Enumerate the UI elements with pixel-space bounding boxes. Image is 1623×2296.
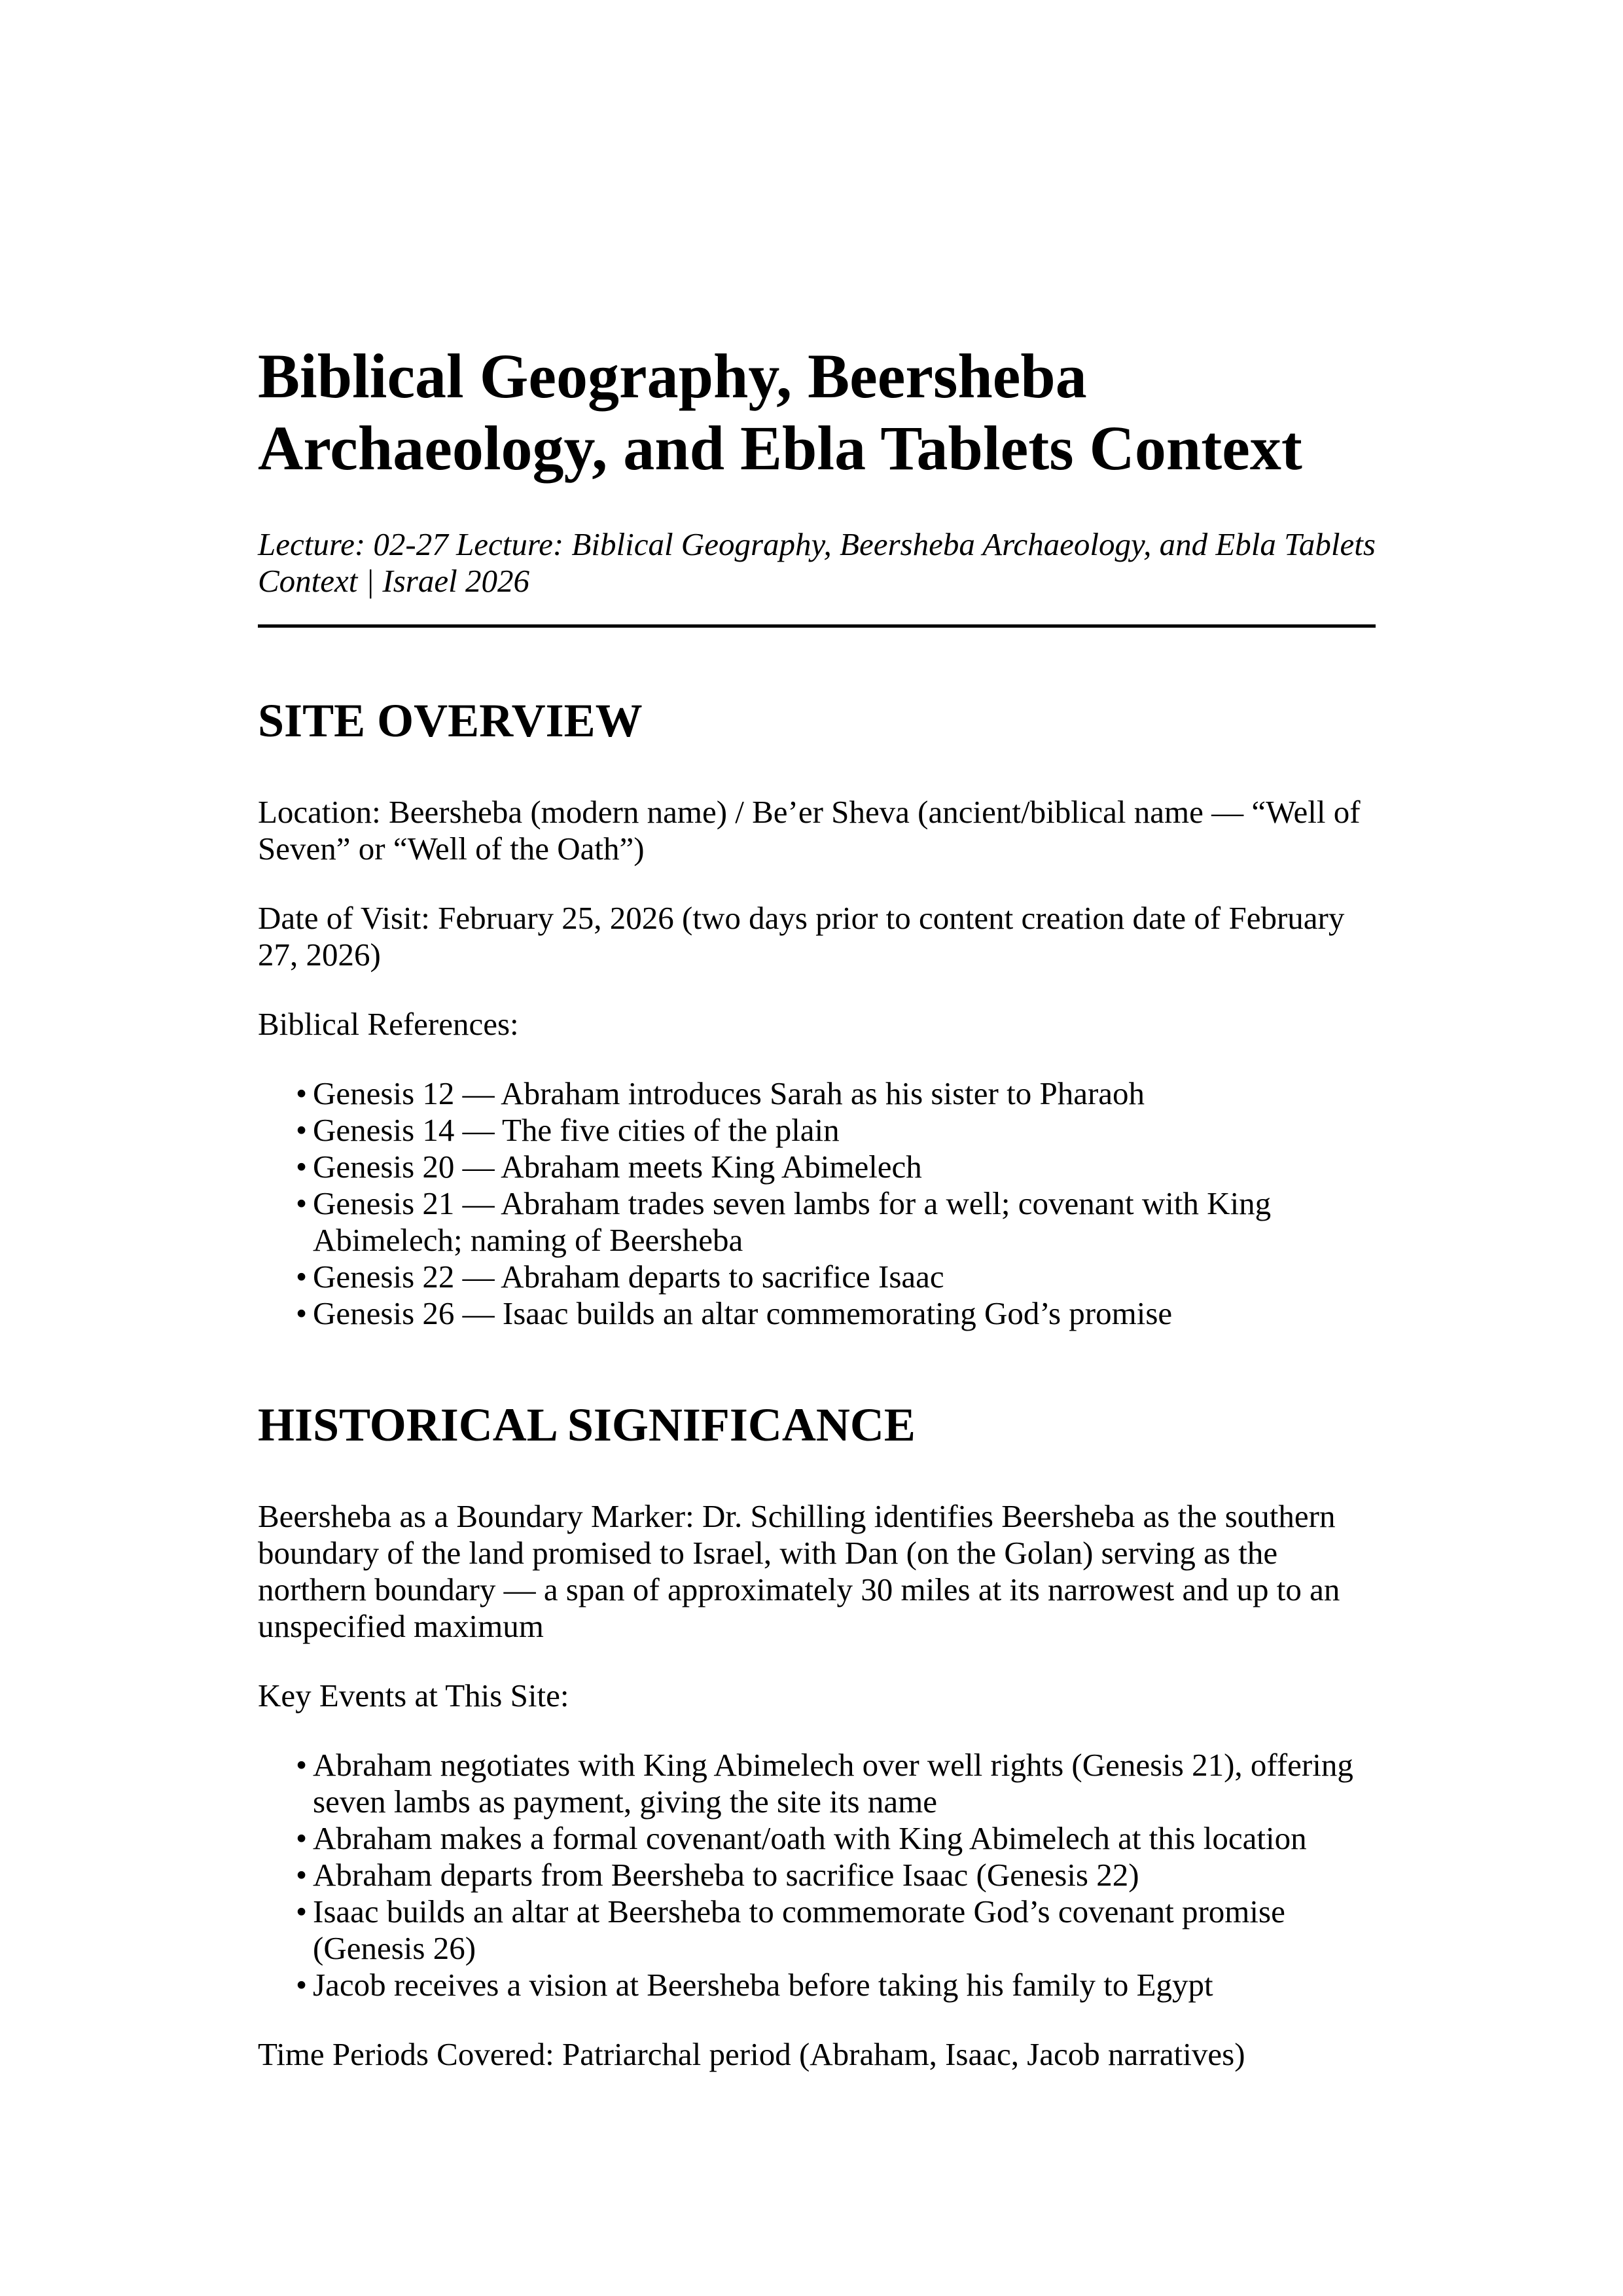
list-item: • Genesis 14 — The five cities of the plain <box>296 1112 840 1148</box>
list-item: • Abraham makes a formal covenant/oath with King Abimelech at this location <box>296 1820 1307 1856</box>
biblical-references-list <box>258 1075 1376 1332</box>
bullet-icon: • <box>296 1820 308 1856</box>
list-item: • Genesis 20 — Abraham meets King Abimelech <box>296 1149 922 1185</box>
bullet-icon: • <box>296 1295 308 1331</box>
title-line-1: Biblical Geography, Beersheba <box>258 341 1087 411</box>
section-heading-historical-significance: HISTORICAL SIGNIFICANCE <box>258 1399 916 1451</box>
bullet-icon: • <box>296 1893 308 1929</box>
title-line-2: Archaeology, and Ebla Tablets Context <box>258 413 1302 483</box>
boundary-marker-paragraph: Beersheba as a Boundary Marker: Dr. Schilling identifies Beersheba as the southern boundary of the land promised to Israel, with Dan (on the Golan) serving as the northern boundary — a span of approximately 30 miles at its narrowest and up to an unspecified maximum <box>258 1498 1340 1644</box>
section-heading-site-overview: SITE OVERVIEW <box>258 694 643 747</box>
list-item: • Genesis 21 — Abraham trades seven lambs for a well; covenant with King Abimelech; naming of Beersheba <box>296 1185 1272 1258</box>
location-paragraph: Location: Beersheba (modern name) / Be’er Sheva (ancient/biblical name — “Well of Seven” or “Well of the Oath”) <box>258 794 1361 867</box>
bullet-icon: • <box>296 1112 308 1148</box>
document-title <box>258 340 1376 484</box>
title-divider <box>258 624 1376 628</box>
document-subtitle: Lecture: 02-27 Lecture: Biblical Geography, Beersheba Archaeology, and Ebla Tablets Context | Israel 2026 <box>258 526 1376 599</box>
bullet-icon: • <box>296 1149 308 1185</box>
list-item: • Abraham departs from Beersheba to sacrifice Isaac (Genesis 22) <box>296 1857 1139 1893</box>
list-item: • Isaac builds an altar at Beersheba to commemorate God’s covenant promise (Genesis 26) <box>296 1893 1285 1966</box>
list-item: • Abraham negotiates with King Abimelech over well rights (Genesis 21), offering seven lambs as payment, giving the site its name <box>296 1747 1353 1820</box>
bullet-icon: • <box>296 1967 308 2003</box>
list-item: • Genesis 26 — Isaac builds an altar commemorating God’s promise <box>296 1295 1173 1331</box>
key-events-label: Key Events at This Site: <box>258 1677 569 1713</box>
bullet-icon: • <box>296 1747 308 1783</box>
time-periods-paragraph: Time Periods Covered: Patriarchal period (Abraham, Isaac, Jacob narratives) <box>258 2036 1245 2072</box>
bullet-icon: • <box>296 1185 308 1221</box>
list-item: • Genesis 12 — Abraham introduces Sarah as his sister to Pharaoh <box>296 1075 1145 1111</box>
document-page <box>258 340 1376 2073</box>
key-events-list <box>258 1747 1376 2003</box>
bullet-icon: • <box>296 1857 308 1893</box>
date-of-visit-paragraph: Date of Visit: February 25, 2026 (two days prior to content creation date of February 27, 2026) <box>258 900 1345 973</box>
bullet-icon: • <box>296 1259 308 1295</box>
list-item: • Jacob receives a vision at Beersheba before taking his family to Egypt <box>296 1967 1213 2003</box>
biblical-references-label: Biblical References: <box>258 1006 519 1042</box>
bullet-icon: • <box>296 1075 308 1111</box>
list-item: • Genesis 22 — Abraham departs to sacrifice Isaac <box>296 1259 944 1295</box>
